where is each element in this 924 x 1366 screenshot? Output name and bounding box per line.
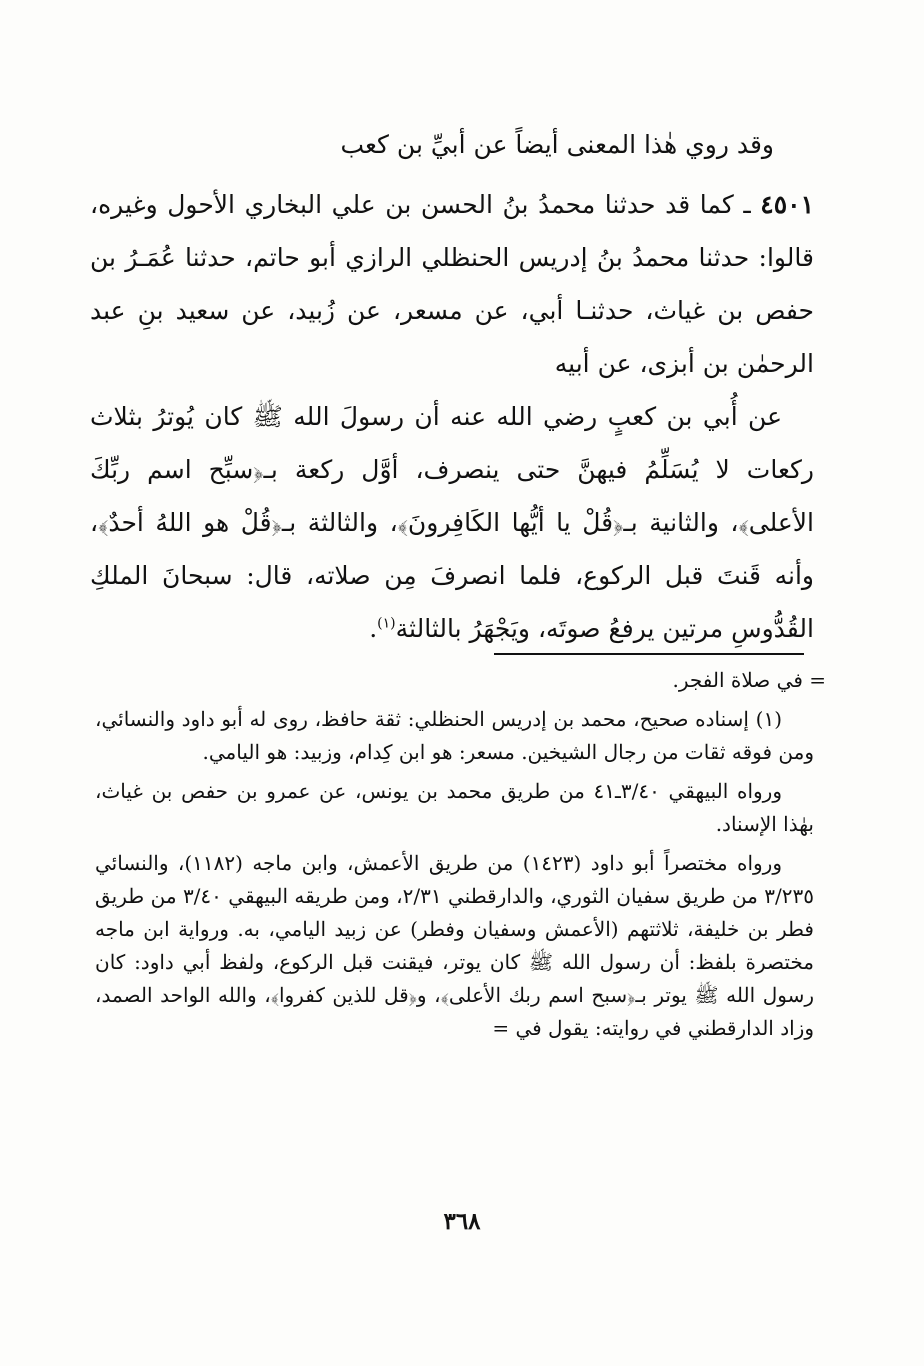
footnote-separator (494, 653, 804, 655)
intro-line: وقد روي هٰذا المعنى أيضاً عن أبيِّ بن كعب (340, 130, 774, 159)
footnote-1-text: (١) إسناده صحيح، محمد بن إدريس الحنظلي: ثقة حافظ، روى له أبو داود والنسائي، ومن فوقه ثقات من رجال الشيخين. مسعر: هو ابن كِدام، وزبيد: هو اليامي. (95, 707, 814, 764)
footnote-3 (95, 847, 814, 1045)
footnotes-section (95, 664, 826, 1051)
footnote-2-text: ورواه البيهقي ٣/٤٠ـ٤١ من طريق محمد بن يونس، عن عمرو بن حفص بن غياث، بهٰذا الإسناد. (95, 779, 814, 836)
hadith-matn-paragraph: عن أُبي بن كعبٍ رضي الله عنه أن رسولَ الله ﷺ كان يُوترُ بثلاث ركعات لا يُسَلِّمُ فيهنَّ حتى ينصرف، أوَّل ركعة بـ﴿سبِّح اسم ربِّكَ الأعلى﴾، والثانية بـ﴿قُلْ يا أيُّها الكَافِرونَ﴾، والثالثة بـ﴿قُلْ هو اللهُ أحدٌ﴾، وأنه قَنتَ قبل الركوع، فلما انصرفَ مِن صلاته، قال: سبحانَ الملكِ القُدُّوسِ مرتين يرفعُ صوتَه، ويَجْهَرُ بالثالثة$^{(١)}$. (90, 402, 814, 643)
footnote-continuation: = في صلاة الفجر. (672, 668, 826, 692)
hadith-isnad-text: ـ كما قد حدثنا محمدُ بنُ الحسن بن علي البخاري الأحول وغيره، قالوا: حدثنا محمدُ بنُ إدريس الحنظلي الرازي أبو حاتم، حدثنا عُمَـرُ بن حفص بن غياث، حدثنـا أبي، عن مسعر، عن زُبيد، عن سعيد بنِ عبد الرحمٰن بن أبزى، عن أبيه (90, 190, 814, 378)
hadith-number: ٤٥٠١ (760, 190, 814, 219)
footnote-2 (95, 775, 814, 841)
footnote-3-text: ورواه مختصراً أبو داود (١٤٢٣) من طريق الأعمش، وابن ماجه (١١٨٢)، والنسائي ٣/٢٣٥ من طريق سفيان الثوري، والدارقطني ٢/٣١، ومن طريقه البيهقي ٣/٤٠ من طريق فطر بن خليفة، ثلاثتهم (الأعمش وسفيان وفطر) عن زبيد اليامي، به. ورواية ابن ماجه مختصرة بلفظ: أن رسول الله ﷺ كان يوتر، فيقنت قبل الركوع، ولفظ أبي داود: كان رسول الله ﷺ يوتر بـ﴿سبح اسم ربك الأعلى﴾، و﴿قل للذين كفروا﴾، والله الواحد الصمد، وزاد الدارقطني في روايته: يقول في = (95, 851, 814, 1040)
footnote-marker: (١) (377, 615, 396, 632)
hadith-matn-text: عن أُبي بن كعبٍ رضي الله عنه أن رسولَ الله ﷺ كان يُوترُ بثلاث ركعات لا يُسَلِّمُ فيهنَّ حتى ينصرف، أوَّل ركعة بـ﴿سبِّح اسم ربِّكَ الأعلى﴾، والثانية بـ﴿قُلْ يا أيُّها الكَافِرونَ﴾، والثالثة بـ﴿قُلْ هو اللهُ أحدٌ﴾، وأنه قَنتَ قبل الركوع، فلما انصرفَ مِن صلاته، قال: سبحانَ الملكِ القُدُّوسِ مرتين يرفعُ صوتَه، ويَجْهَرُ بالثالثة (90, 402, 814, 643)
page-number: ٣٦٨ (443, 1208, 481, 1235)
footnote-1 (95, 703, 814, 769)
hadith-isnad-paragraph (90, 178, 814, 390)
